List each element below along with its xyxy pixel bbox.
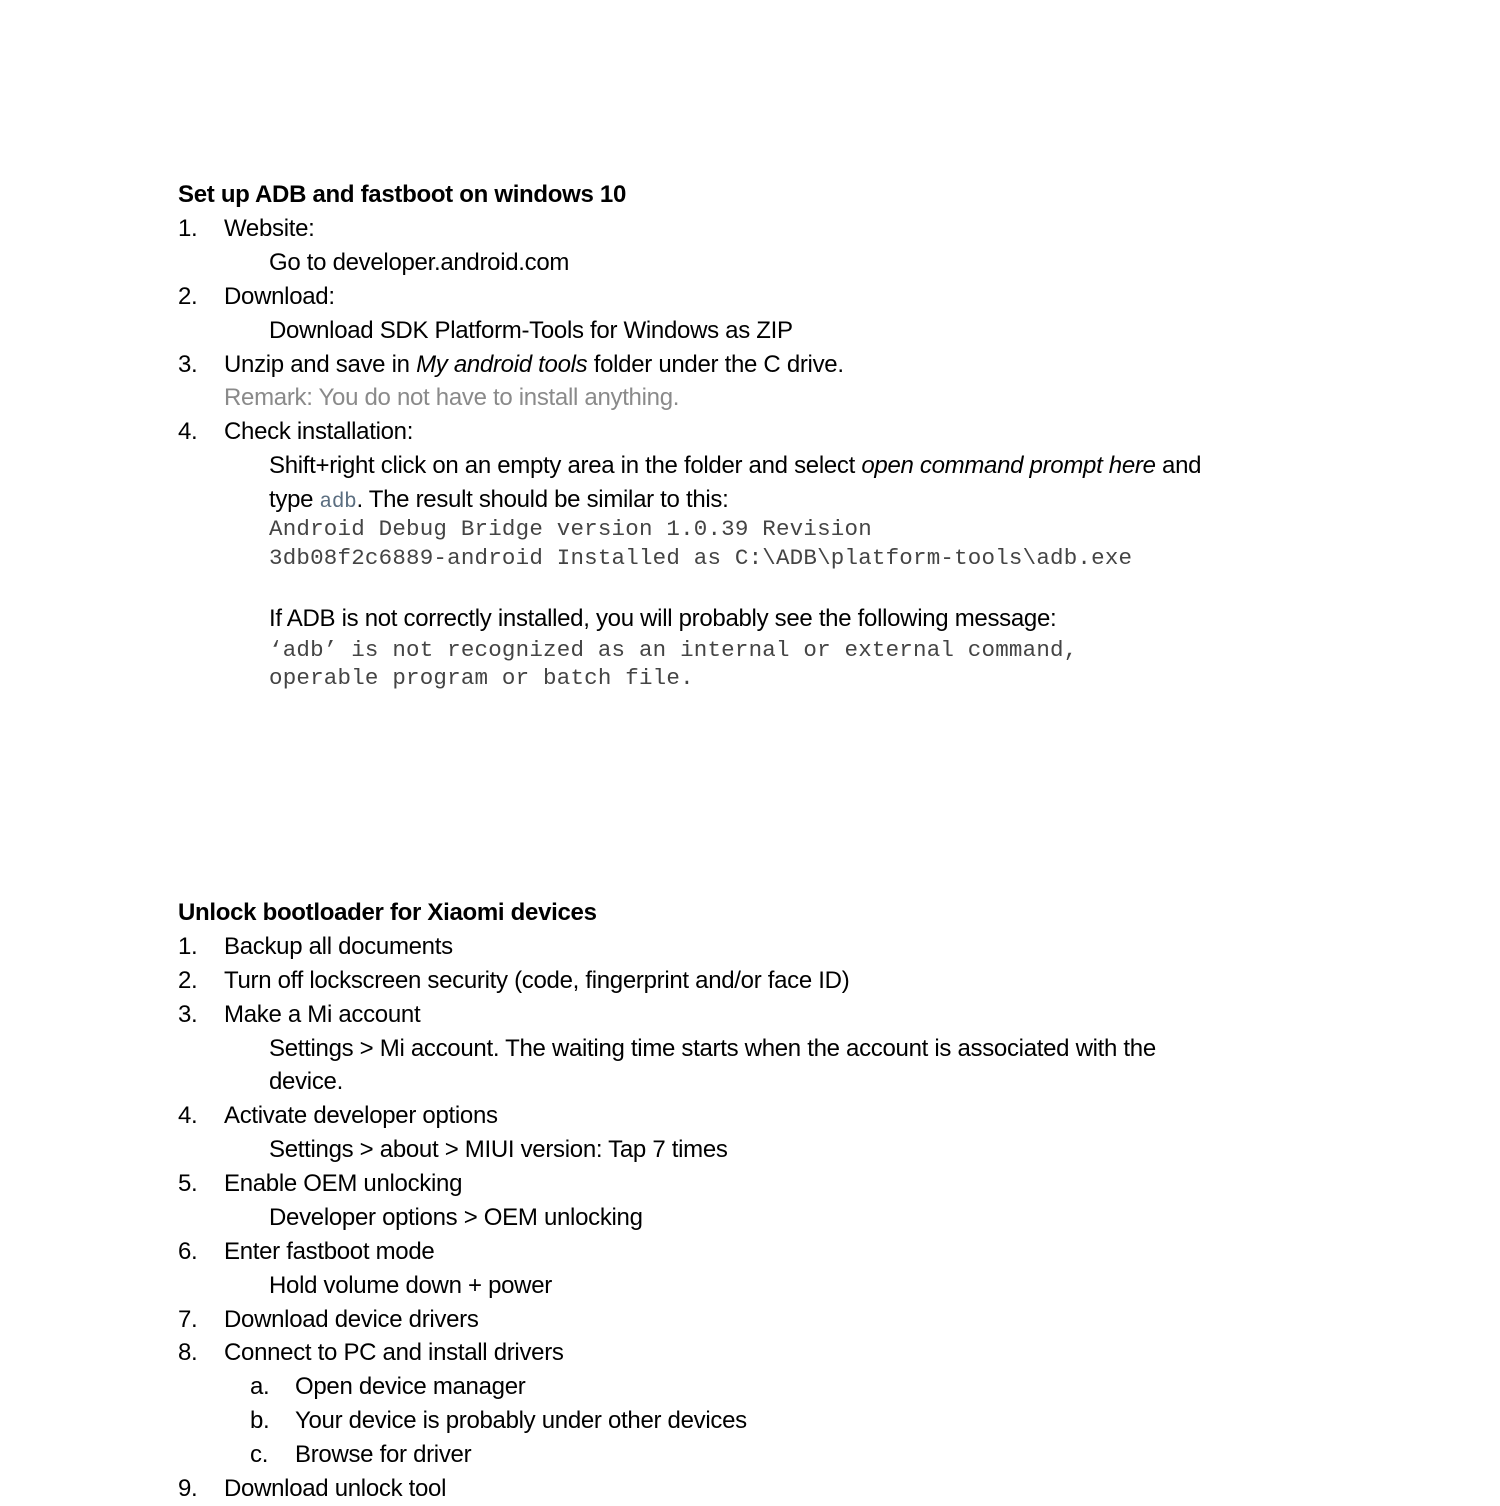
error-intro-text: If ADB is not correctly installed, you will probably see the following message: (269, 605, 1057, 632)
step-number: 9. (178, 1475, 198, 1502)
step-label (224, 348, 844, 382)
step-detail: Download SDK Platform-Tools for Windows as ZIP (269, 317, 793, 344)
text-fragment: . The result should be similar to this: (356, 486, 729, 513)
step-label: Connect to PC and install drivers (224, 1339, 564, 1366)
step-label: Download: (224, 283, 335, 310)
step-detail (269, 449, 1201, 483)
step-number: 5. (178, 1170, 198, 1197)
console-error-line: operable program or batch file. (269, 665, 694, 691)
step-label: Download unlock tool (224, 1475, 447, 1502)
emphasis-folder-name: My android tools (416, 351, 588, 378)
step-detail: device. (269, 1068, 343, 1095)
step-detail: Settings > Mi account. The waiting time starts when the account is associated with the (269, 1035, 1156, 1062)
step-detail: Hold volume down + power (269, 1272, 552, 1299)
substep-letter: c. (250, 1441, 269, 1468)
text-fragment: Unzip and save in (224, 351, 417, 378)
section-title-adb-setup: Set up ADB and fastboot on windows 10 (178, 181, 627, 208)
step-number: 2. (178, 967, 198, 994)
step-number: 2. (178, 283, 198, 310)
emphasis-menu-item: open command prompt here (861, 452, 1156, 479)
step-number: 6. (178, 1238, 198, 1265)
step-label: Activate developer options (224, 1102, 498, 1129)
substep-label: Browse for driver (295, 1441, 472, 1468)
substep-label: Open device manager (295, 1373, 526, 1400)
text-fragment: type (269, 486, 320, 513)
step-number: 4. (178, 1102, 198, 1129)
step-label: Make a Mi account (224, 1001, 421, 1028)
step-label: Enter fastboot mode (224, 1238, 435, 1265)
text-fragment: folder under the C drive. (587, 351, 844, 378)
step-number: 1. (178, 933, 198, 960)
step-detail: Settings > about > MIUI version: Tap 7 times (269, 1136, 728, 1163)
section-title-unlock-bootloader: Unlock bootloader for Xiaomi devices (178, 899, 597, 926)
step-number: 8. (178, 1339, 198, 1366)
console-error-line: ‘adb’ is not recognized as an internal or external command, (269, 637, 1078, 663)
step-label: Enable OEM unlocking (224, 1170, 463, 1197)
step-label: Download device drivers (224, 1306, 479, 1333)
substep-label: Your device is probably under other devices (295, 1407, 747, 1434)
step-detail: Developer options > OEM unlocking (269, 1204, 643, 1231)
substep-letter: b. (250, 1407, 270, 1434)
substep-letter: a. (250, 1373, 270, 1400)
text-fragment: Shift+right click on an empty area in the folder and select (269, 452, 862, 479)
step-number: 3. (178, 351, 198, 378)
remark-text: Remark: You do not have to install anything. (224, 384, 680, 411)
text-fragment: and (1155, 452, 1202, 479)
step-label: Check installation: (224, 418, 414, 445)
console-output-line: 3db08f2c6889-android Installed as C:\ADB\platform-tools\adb.exe (269, 545, 1133, 571)
step-number: 7. (178, 1306, 198, 1333)
step-number: 3. (178, 1001, 198, 1028)
step-label: Turn off lockscreen security (code, fingerprint and/or face ID) (224, 967, 850, 994)
step-label: Website: (224, 215, 315, 242)
step-label: Backup all documents (224, 933, 453, 960)
inline-code: adb (319, 491, 357, 514)
step-number: 1. (178, 215, 198, 242)
step-number: 4. (178, 418, 198, 445)
step-detail: Go to developer.android.com (269, 249, 570, 276)
console-output-line: Android Debug Bridge version 1.0.39 Revision (269, 516, 872, 542)
